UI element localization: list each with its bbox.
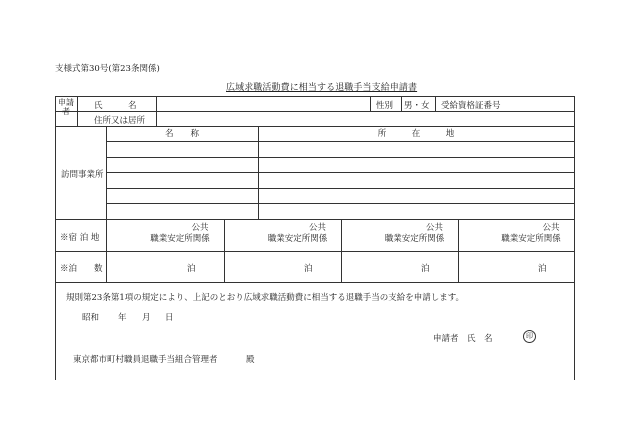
visit-col-location: 所 在 地 [377,129,455,139]
date-day: 日 [165,313,174,323]
applicant-label: 申請者 [58,98,74,116]
lodging-line1: 公共 [542,223,560,233]
declaration-text: 規則第23条第1項の規定により、上記のとおり広域求職活動費に相当する退職手当の支給を申請します。 [66,293,465,303]
addressee-name: 東京都市町村職員退職手当組合管理者 [73,355,218,365]
lodging-cell[interactable] [341,223,458,244]
form-code: 支様式第30号(第23条関係) [55,64,160,74]
nights-label: ※泊 数 [60,264,103,274]
lodging-cell[interactable] [106,223,224,244]
date-month: 月 [142,313,151,323]
lodging-line1: 公共 [191,223,209,233]
cert-number-label: 受給資格証番号 [441,101,501,111]
lodging-line2: 職業安定所関係 [267,233,328,244]
lodging-line1: 公共 [308,223,326,233]
date-year: 年 [118,313,127,323]
seal-mark: 印 [523,330,536,343]
addressee-honorific: 殿 [246,355,255,365]
sex-options[interactable]: 男・女 [404,101,430,111]
lodging-cell[interactable] [224,223,341,244]
lodging-line1: 公共 [425,223,443,233]
form-title: 広域求職活動費に相当する退職手当支給申請書 [226,83,418,93]
lodging-line2: 職業安定所関係 [384,233,445,244]
name-field[interactable] [157,97,369,110]
lodging-line2: 職業安定所関係 [150,233,210,244]
nights-unit: 泊 [538,264,547,274]
signature-label: 申請者 氏 名 [433,334,493,344]
nights-unit: 泊 [187,264,196,274]
nights-unit: 泊 [304,264,313,274]
lodging-label: ※宿 泊 地 [60,233,100,243]
address-field[interactable] [157,112,573,125]
date-era: 昭和 [82,313,100,323]
lodging-line2: 職業安定所関係 [501,233,561,244]
cert-number-field[interactable] [505,97,573,110]
sex-label: 性別 [376,101,394,111]
name-label: 氏 名 [94,101,137,111]
nights-unit: 泊 [421,264,430,274]
visit-label: 訪問事業所 [61,170,104,180]
visit-col-name: 名 称 [164,129,199,139]
lodging-cell[interactable] [458,223,574,244]
address-label: 住所又は居所 [94,116,146,126]
